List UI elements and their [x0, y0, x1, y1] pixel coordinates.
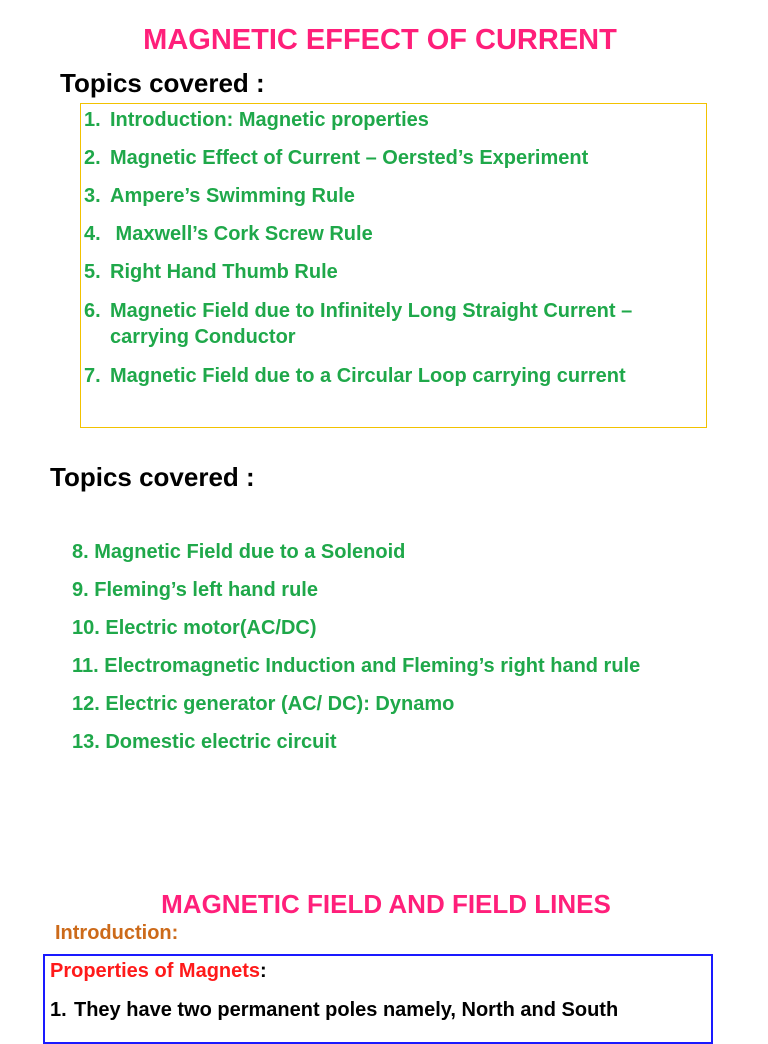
list-item-number: 4. — [84, 223, 101, 245]
list-item-text: Magnetic Field due to a Circular Loop carrying current — [110, 365, 626, 387]
properties-heading-colon: : — [260, 960, 267, 982]
section-title: MAGNETIC FIELD AND FIELD LINES — [161, 889, 611, 919]
list-item-text: Magnetic Effect of Current – Oersted’s Experiment — [110, 147, 589, 169]
list-item-text: Maxwell’s Cork Screw Rule — [110, 223, 373, 245]
properties-heading-text: Properties of Magnets — [50, 960, 261, 982]
list-item-text: Ampere’s Swimming Rule — [110, 185, 355, 207]
list-item-text: Introduction: Magnetic properties — [110, 109, 429, 131]
list-item-number: 6. — [84, 300, 101, 322]
list-item: 11. Electromagnetic Induction and Fleming’s right hand rule — [72, 655, 641, 677]
list-item-number: 2. — [84, 147, 101, 169]
properties-heading — [50, 960, 267, 983]
list-item-number: 7. — [84, 365, 101, 387]
list-item — [50, 999, 618, 1022]
list-item-text: carrying Conductor — [110, 326, 296, 348]
list-item-number: 3. — [84, 185, 101, 207]
list-item-number: 5. — [84, 261, 101, 283]
list-item-number: 1. — [50, 999, 67, 1021]
list-item: 10. Electric motor(AC/DC) — [72, 617, 317, 639]
list-item: 9. Fleming’s left hand rule — [72, 579, 318, 601]
list-item: 12. Electric generator (AC/ DC): Dynamo — [72, 693, 455, 715]
intro-label: Introduction: — [55, 922, 179, 944]
topics-heading: Topics covered : — [50, 462, 255, 492]
page-title: MAGNETIC EFFECT OF CURRENT — [143, 24, 617, 56]
list-item: 13. Domestic electric circuit — [72, 731, 337, 753]
list-item-text: Magnetic Field due to Infinitely Long Straight Current – — [110, 300, 633, 322]
list-item-text: They have two permanent poles namely, North and South — [74, 999, 619, 1021]
list-item: 8. Magnetic Field due to a Solenoid — [72, 541, 406, 563]
list-item-number: 1. — [84, 109, 101, 131]
topics-heading: Topics covered : — [60, 68, 265, 98]
list-item-text: Right Hand Thumb Rule — [110, 261, 338, 283]
